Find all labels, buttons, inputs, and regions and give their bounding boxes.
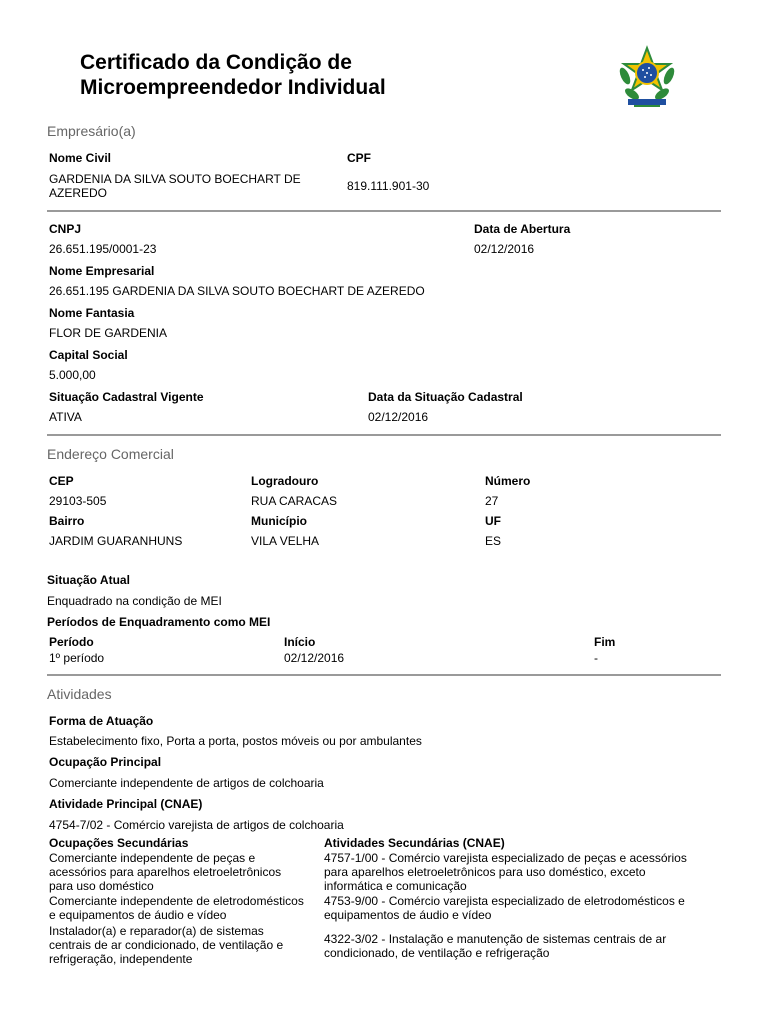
bairro-value: JARDIM GUARANHUNS xyxy=(49,534,183,548)
data-situacao-value: 02/12/2016 xyxy=(368,410,429,424)
item-line: 4753-9/00 - Comércio varejista especializado de eletrodomésticos e xyxy=(324,894,685,908)
cnpj-label: CNPJ xyxy=(49,222,82,236)
logradouro-value: RUA CARACAS xyxy=(251,494,338,508)
item-line: Comerciante independente de peças e xyxy=(49,851,256,865)
cpf-label: CPF xyxy=(347,151,371,165)
item-line: centrais de ar condicionado, de ventilação e xyxy=(49,938,284,952)
cep-value: 29103-505 xyxy=(49,494,107,508)
nome-civil-line-2: AZEREDO xyxy=(49,186,108,200)
fim-header: Fim xyxy=(594,635,616,649)
nome-fantasia-value: FLOR DE GARDENIA xyxy=(49,326,168,340)
section-title-empresario: Empresário(a) xyxy=(47,123,136,139)
atividade-secundaria-item xyxy=(324,932,666,960)
cnpj-value: 26.651.195/0001-23 xyxy=(49,242,157,256)
item-line: para aparelhos eletroeletrônicos para uso doméstico, exceto xyxy=(324,865,646,879)
data-situacao-label: Data da Situação Cadastral xyxy=(368,390,523,404)
nome-fantasia-label: Nome Fantasia xyxy=(49,306,135,320)
cpf-value: 819.111.901-30 xyxy=(347,179,430,193)
ocupacao-principal-value: Comerciante independente de artigos de colchoaria xyxy=(49,776,324,790)
numero-label: Número xyxy=(485,474,531,488)
forma-atuacao-label: Forma de Atuação xyxy=(49,714,154,728)
cep-label: CEP xyxy=(49,474,74,488)
item-line: condicionado, de ventilação e refrigeração xyxy=(324,946,550,960)
nome-civil-line-1: GARDENIA DA SILVA SOUTO BOECHART DE xyxy=(49,172,301,186)
data-abertura-label: Data de Abertura xyxy=(474,222,571,236)
item-line: para uso doméstico xyxy=(49,879,154,893)
fim-value: - xyxy=(594,651,598,665)
item-line: informática e comunicação xyxy=(324,879,467,893)
uf-label: UF xyxy=(485,514,501,528)
divider xyxy=(47,674,721,676)
item-line: Comerciante independente de eletrodomésticos xyxy=(49,894,304,908)
item-line: acessórios para aparelhos eletroeletrônicos xyxy=(49,865,282,879)
atividades-secundarias-label: Atividades Secundárias (CNAE) xyxy=(324,836,505,850)
nome-empresarial-value: 26.651.195 GARDENIA DA SILVA SOUTO BOECHART DE AZEREDO xyxy=(49,284,425,298)
numero-value: 27 xyxy=(485,494,499,508)
item-line: 4757-1/00 - Comércio varejista especializado de peças e acessórios xyxy=(324,851,687,865)
atividade-secundaria-item xyxy=(324,851,687,893)
section-title-atividades: Atividades xyxy=(47,686,112,702)
situacao-atual-label: Situação Atual xyxy=(47,573,130,587)
forma-atuacao-value: Estabelecimento fixo, Porta a porta, postos móveis ou por ambulantes xyxy=(49,734,422,748)
ocupacao-secundaria-item xyxy=(49,924,283,966)
ocupacao-secundaria-item xyxy=(49,851,281,893)
inicio-value: 02/12/2016 xyxy=(284,651,345,665)
inicio-header: Início xyxy=(284,635,316,649)
nome-empresarial-label: Nome Empresarial xyxy=(49,264,155,278)
nome-civil-label: Nome Civil xyxy=(49,151,112,165)
periodo-header: Período xyxy=(49,635,94,649)
atividade-secundaria-item xyxy=(324,894,685,922)
ocupacao-principal-label: Ocupação Principal xyxy=(49,755,162,769)
nome-civil-value xyxy=(49,172,301,200)
data-abertura-value: 02/12/2016 xyxy=(474,242,535,256)
item-line: refrigeração, independente xyxy=(49,952,193,966)
municipio-value: VILA VELHA xyxy=(251,534,320,548)
periodo-value: 1º período xyxy=(49,651,105,665)
item-line: equipamentos de áudio e vídeo xyxy=(324,908,492,922)
ocupacoes-secundarias-label: Ocupações Secundárias xyxy=(49,836,189,850)
item-line: e equipamentos de áudio e vídeo xyxy=(49,908,227,922)
item-line: 4322-3/02 - Instalação e manutenção de sistemas centrais de ar xyxy=(324,932,667,946)
situacao-cadastral-value: ATIVA xyxy=(49,410,82,424)
brazil-coat-of-arms-icon xyxy=(612,44,682,114)
section-title-endereco: Endereço Comercial xyxy=(47,446,174,462)
periodos-label: Períodos de Enquadramento como MEI xyxy=(47,615,271,629)
logradouro-label: Logradouro xyxy=(251,474,319,488)
bairro-label: Bairro xyxy=(49,514,85,528)
situacao-cadastral-label: Situação Cadastral Vigente xyxy=(49,390,204,404)
atividade-principal-label: Atividade Principal (CNAE) xyxy=(49,797,203,811)
atividade-principal-value: 4754-7/02 - Comércio varejista de artigos de colchoaria xyxy=(49,818,344,832)
capital-social-value: 5.000,00 xyxy=(49,368,96,382)
title-line-1: Certificado da Condição de xyxy=(80,51,352,74)
municipio-label: Município xyxy=(251,514,307,528)
uf-value: ES xyxy=(485,534,502,548)
page-title xyxy=(80,50,386,100)
situacao-atual-value: Enquadrado na condição de MEI xyxy=(47,594,222,608)
divider xyxy=(47,210,721,212)
item-line: Instalador(a) e reparador(a) de sistemas xyxy=(49,924,264,938)
capital-social-label: Capital Social xyxy=(49,348,128,362)
ocupacao-secundaria-item xyxy=(49,894,304,922)
title-line-2: Microempreendedor Individual xyxy=(80,76,386,99)
divider xyxy=(47,434,721,436)
